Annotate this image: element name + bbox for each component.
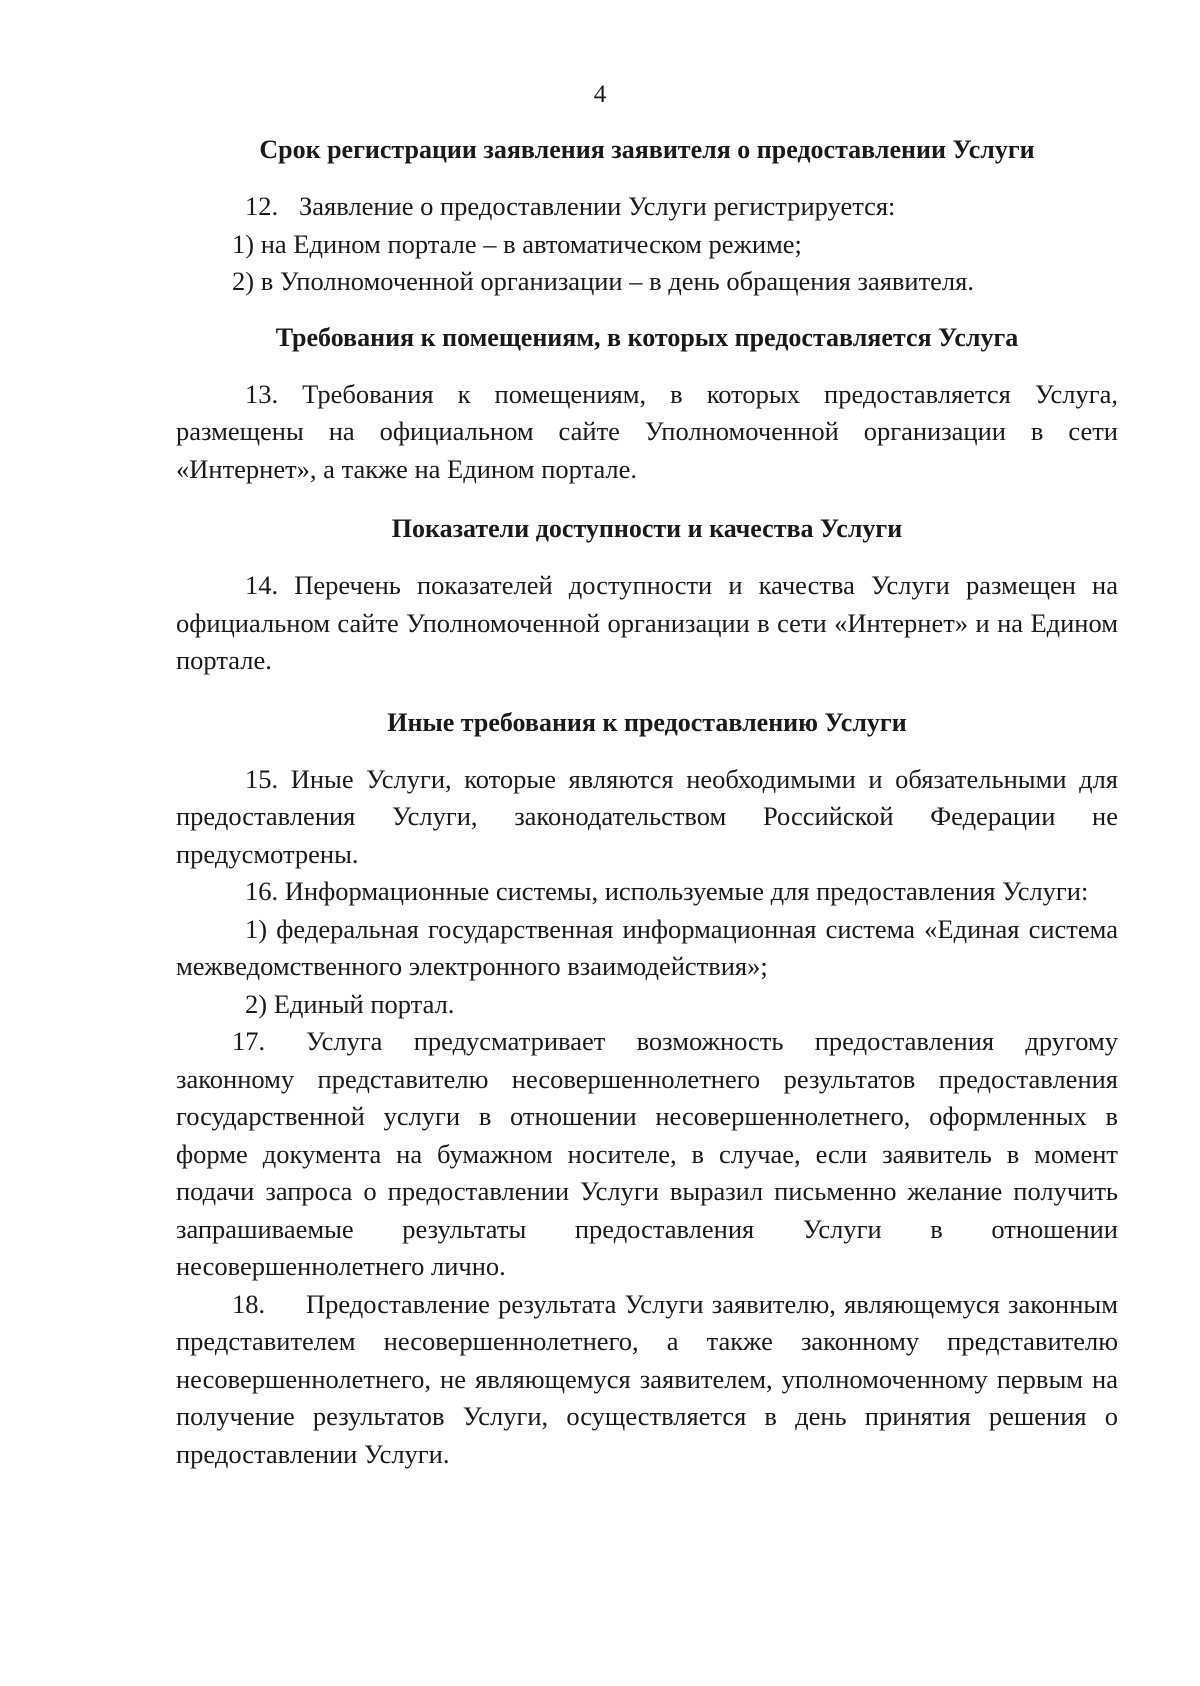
paragraph-18 [176,1286,1118,1474]
page-number: 4 [593,81,607,108]
paragraph-number: 18. [232,1288,266,1319]
section-heading: Требования к помещениям, в которых предоставляется Услуга [275,322,1019,352]
paragraph-text: Услуга предусматривает возможность предоставления другому законному представителю несовершеннолетнего результатов предоставления государственной услуги в отношении несовершеннолетнего, оформленных в форме документа на бумажном носителе, в случае, если заявитель в момент подачи запроса о предоставлении Услуги выразил письменно желание получить запрашиваемые результаты предоставления Услуги в отношении несовершеннолетнего лично. [176,1026,1118,1281]
paragraph-16: 16. Информационные системы, используемые для предоставления Услуги: [245,876,1089,906]
section-heading: Иные требования к предоставлению Услуги [387,707,907,737]
paragraph-17 [176,1023,1118,1286]
section-quality-indicators [176,511,1118,680]
paragraph-12 [176,188,1118,226]
paragraph-15: 15. Иные Услуги, которые являются необходимыми и обязательными для предоставления Услуги, законодательством Российской Федерации не предусмотрены. [176,763,1118,869]
section-premises-requirements [176,320,1118,489]
list-item: 2) в Уполномоченной организации – в день обращения заявителя. [232,266,974,296]
list-item: 1) на Едином портале – в автоматическом режиме; [232,228,802,259]
paragraph-text: Предоставление результата Услуги заявителю, являющемуся законным представителем несовершеннолетнего, а также законному представителю несовершеннолетнего, не являющемуся заявителем, уполномоченному первым на получение результатов Услуги, осуществляется в день принятия решения о предоставлении Услуги. [176,1288,1118,1469]
section-heading: Срок регистрации заявления заявителя о предоставлении Услуги [259,135,1035,164]
section-other-requirements [176,705,1118,1474]
list-item: 2) Единый портал. [245,988,455,1019]
paragraph-number: 17. [232,1026,266,1056]
paragraph-number: 12. [245,191,279,221]
paragraph-13: 13. Требования к помещениям, в которых предоставляется Услуга, размещены на официальном сайте Уполномоченной организации в сети «Интернет», а также на Едином портале. [176,378,1118,484]
paragraph-14: 14. Перечень показателей доступности и качества Услуги размещен на официальном сайте Уполномоченной организации в сети «Интернет» и на Едином портале. [176,570,1118,675]
section-heading: Показатели доступности и качества Услуги [391,514,903,543]
document-body [176,132,1118,1473]
section-registration-term [176,132,1118,301]
paragraph-text: Заявление о предоставлении Услуги регистрируется: [299,191,896,221]
list-item: 1) федеральная государственная информационная система «Единая система межведомственного электронного взаимодействия»; [176,913,1118,981]
